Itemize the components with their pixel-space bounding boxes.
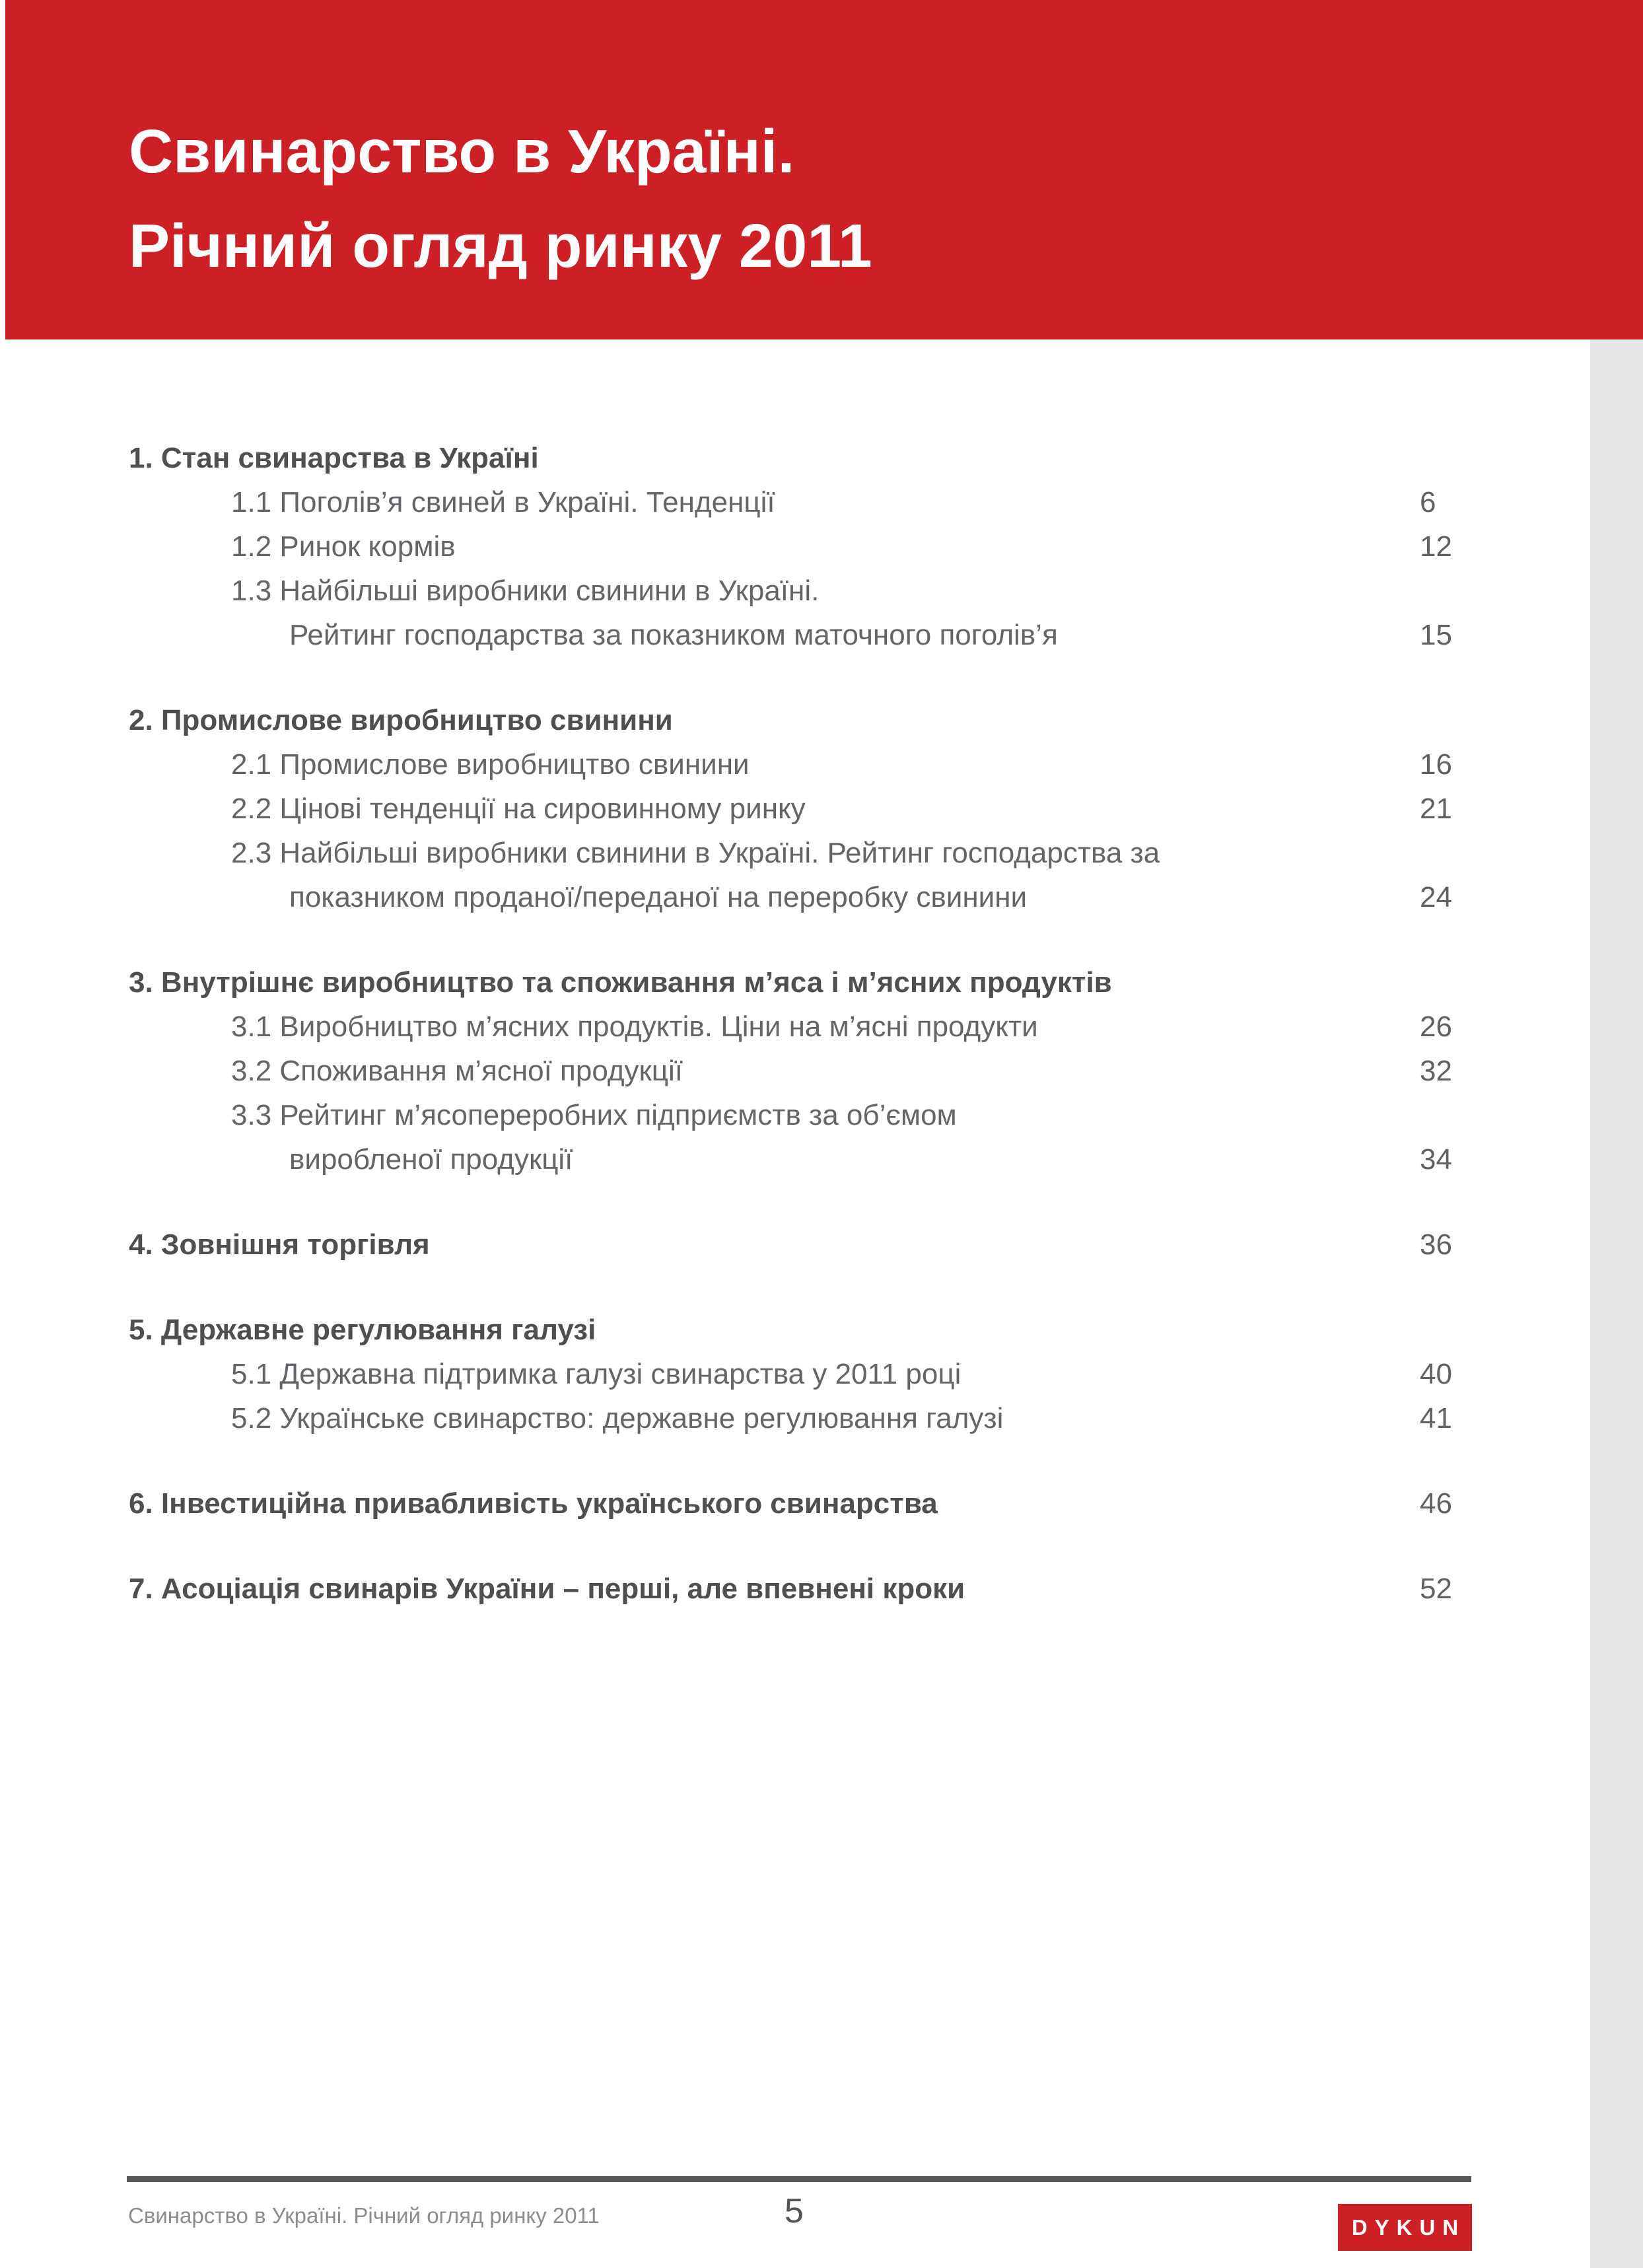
toc-entry-text: 3.1 Виробництво м’ясних продуктів. Ціни на м’ясні продукти [231,1010,1038,1043]
toc-page-number: 16 [1420,748,1452,781]
toc-entry-text: Рейтинг господарства за показником маточного поголів’я [289,619,1058,651]
footer-divider [127,2176,1471,2182]
toc-entry-text: показником проданої/переданої на переробку свинини [289,881,1028,913]
toc-entry-text: 1.2 Ринок кормів [231,530,456,563]
toc-entry-text: 5.1 Державна підтримка галузі свинарства у 2011 році [231,1358,961,1390]
toc-page-number: 40 [1420,1358,1452,1390]
toc-entry-text: 1.1 Поголів’я свиней в Україні. Тенденції [231,486,775,518]
toc-item [129,1093,1506,1137]
toc-entry-text: 1.3 Найбільші виробники свинини в Україні. [231,575,820,607]
toc-page-number: 24 [1420,881,1452,913]
toc-item [129,480,1506,524]
toc-entry-text: 2.2 Цінові тенденції на сировинному ринку [231,793,806,825]
toc-entry-text: 3.3 Рейтинг м’ясопереробних підприємств за об’ємом [231,1099,957,1131]
toc-entry-text: 3.2 Споживання м’ясної продукції [231,1055,683,1087]
toc-entry-text: виробленої продукції [289,1143,573,1176]
footer-page-number: 5 [785,2192,804,2230]
report-title-line1: Свинарство в Україні. [129,117,795,186]
toc-section-header [129,698,1506,742]
toc-item [129,524,1506,569]
toc-item-continuation [129,875,1506,919]
toc-section-header [129,1567,1506,1611]
dykun-logo-text: DYKUN [1351,2215,1466,2240]
toc-section-header [129,436,1506,480]
toc-section-header [129,1223,1506,1267]
toc-item [129,1396,1506,1440]
report-title-line2: Річний огляд ринку 2011 [129,211,872,280]
toc-page-number: 21 [1420,793,1452,825]
toc-item [129,1005,1506,1049]
toc-item-continuation [129,613,1506,657]
toc-page-number: 12 [1420,530,1452,563]
title-banner [5,0,1643,339]
toc-item [129,787,1506,831]
toc-section-title: 7. Асоціація свинарів України – перші, але впевнені кроки [129,1573,965,1605]
table-of-contents [129,436,1506,1611]
toc-item-continuation [129,1137,1506,1182]
toc-page-number: 34 [1420,1143,1452,1176]
toc-section-header [129,1481,1506,1526]
footer-doc-title: Свинарство в Україні. Річний огляд ринку 2011 [128,2203,600,2228]
toc-page-number: 15 [1420,619,1452,651]
toc-page-number: 41 [1420,1402,1452,1435]
toc-section-title: 6. Інвестиційна привабливість українського свинарства [129,1487,938,1520]
toc-entry-text: 5.2 Українське свинарство: державне регулювання галузі [231,1402,1004,1435]
toc-item [129,742,1506,787]
toc-item [129,569,1506,613]
toc-section-header [129,1308,1506,1352]
toc-page-number: 26 [1420,1010,1452,1043]
toc-page-number: 52 [1420,1573,1452,1605]
toc-section-header [129,960,1506,1005]
page-edge-strip [1590,339,1643,2268]
toc-item [129,831,1506,875]
toc-section-title: 5. Державне регулювання галузі [129,1314,596,1346]
toc-page-number: 46 [1420,1487,1452,1520]
report-title [129,104,872,293]
toc-section-title: 2. Промислове виробництво свинини [129,704,673,736]
toc-section-title: 1. Стан свинарства в Україні [129,442,539,474]
dykun-logo [1338,2204,1472,2251]
toc-page-number: 36 [1420,1228,1452,1261]
toc-item [129,1352,1506,1396]
toc-item [129,1049,1506,1093]
toc-entry-text: 2.3 Найбільші виробники свинини в Україні. Рейтинг господарства за [231,837,1160,869]
toc-section-title: 4. Зовнішня торгівля [129,1228,430,1261]
toc-page-number: 6 [1420,486,1436,518]
toc-page-number: 32 [1420,1055,1452,1087]
toc-section-title: 3. Внутрішнє виробництво та споживання м’яса і м’ясних продуктів [129,966,1112,999]
toc-entry-text: 2.1 Промислове виробництво свинини [231,748,750,781]
